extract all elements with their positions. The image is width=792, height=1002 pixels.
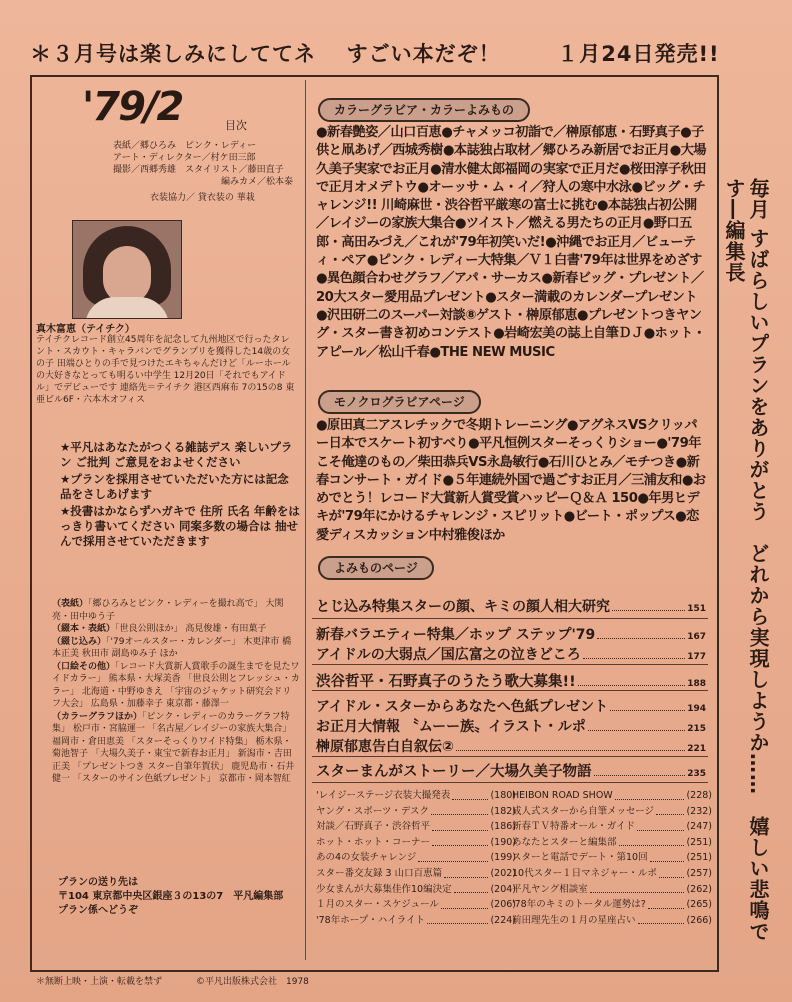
leader-dots bbox=[456, 750, 685, 751]
toc-row bbox=[316, 716, 706, 736]
credit-block bbox=[52, 661, 300, 711]
leader-dots bbox=[594, 775, 686, 776]
list-item: スター番交友録 3 山口百恵篇 (202) bbox=[316, 867, 516, 879]
destination-title: プランの送り先は bbox=[58, 877, 138, 888]
credit-text: 「'79オールスター・カレンダー」 木更津市 橋本正美 秋田市 副島ゆみ子 ほか bbox=[52, 636, 292, 659]
section-color-gravure: カラーグラビア・カラーよみもの bbox=[318, 98, 530, 122]
idol-photo bbox=[72, 220, 182, 319]
toc-title: 榊原郁恵告白自叙伝② bbox=[316, 739, 454, 755]
credit-head: （綴本・表紙） bbox=[52, 624, 116, 634]
note-item: ★投書はかならずハガキで 住所 氏名 年齢をはっきり書いてください 同案多数の場合は 抽せんで採用させていただきます bbox=[60, 504, 300, 548]
banner-text-1: ＊３月号は楽しみにしててネ bbox=[30, 42, 316, 66]
list-item: 10代スター１日マネジャー・ルポ (257) bbox=[512, 867, 712, 879]
toc-title: 新春バラエティー特集／ホップ ステップ'79 bbox=[316, 627, 596, 643]
plan-credits bbox=[52, 598, 300, 786]
credit-head: （口絵その他） bbox=[52, 661, 116, 672]
column-divider bbox=[305, 80, 306, 960]
toc-row bbox=[316, 736, 706, 756]
list-item: あなたとスターと編集部 (251) bbox=[512, 836, 712, 848]
list-item: 'レイジーステージ衣装大撮発表 (180) bbox=[316, 790, 516, 801]
reader-notes bbox=[60, 440, 300, 551]
editor-note-top: 毎月 bbox=[746, 178, 770, 220]
toc-row bbox=[316, 624, 706, 644]
leader-dots bbox=[612, 610, 685, 611]
list-item: あの4の女装チャレンジ (199) bbox=[316, 852, 516, 864]
list-item: 成人式スターから自筆メッセージ (232) bbox=[512, 805, 712, 817]
credit-text: 「レコード大賞新人賞歌手の誕生までを見たワイドカラー」 熊本県・大塚美香 「世良公則とフレッシュ・カラー」 北海道・中野ゆきえ 「宇宙のジャケット研究会ドリフ大会」 広島県・加藤幸子 東京都・藤澤一 bbox=[52, 661, 300, 709]
list-item: 平凡ヤング相談室 (262) bbox=[512, 883, 712, 895]
toc-small-list-left bbox=[316, 788, 516, 928]
list-item: '78年ホープ・ハイライト (224) bbox=[316, 914, 516, 926]
list-item: １月のスター・スケジュール (206) bbox=[316, 899, 516, 911]
toc-title: スターまんがストーリー／大場久美子物語 bbox=[316, 764, 592, 780]
credit-head: （カラーグラフほか） bbox=[52, 711, 143, 722]
banner-text-3: １月24日発売!! bbox=[557, 42, 720, 66]
contents-label: 目次 bbox=[225, 119, 247, 132]
photo-face bbox=[103, 246, 151, 304]
publisher-copyright: ©平凡出版株式会社 1978 bbox=[196, 977, 309, 987]
plan-destination bbox=[58, 876, 298, 918]
toc-divider bbox=[312, 782, 708, 783]
idol-bio: テイチクレコード創立45周年を記念して九州地区で行ったタレント・スカウト・キャラバンでグランプリを獲得した14歳の女の子 田端ひとりの手で見つけたエキちゃんだけど「ルーホールの大好きなとっても明るい中学生 12月20日「それでもアイドル」でデビューです 連絡先＝テイチク 港区西麻布 7の15の8 東亜ビル6F・六本木オフィス bbox=[36, 335, 295, 405]
credit-line: 編みカメ／松本泰 bbox=[113, 177, 294, 187]
credit-block bbox=[52, 636, 300, 661]
credit-line: 表紙／郷ひろみ ピンク・レディー bbox=[113, 141, 257, 151]
section-reading: よみものページ bbox=[318, 556, 434, 580]
toc-title: とじ込み特集スターの顔、キミの顔人相大研究 bbox=[316, 599, 610, 615]
toc-page: 194 bbox=[687, 704, 706, 714]
copyright-notice: ＊無断上映・上演・転載を禁ず bbox=[36, 977, 163, 987]
next-issue-banner bbox=[30, 38, 770, 68]
toc-page: 221 bbox=[687, 744, 706, 754]
toc-title: アイドルの大弱点／国広富之の泣きどころ bbox=[316, 647, 581, 663]
note-item: ★プランを採用させていただいた方には記念品をさしあげます bbox=[60, 472, 289, 501]
toc-page: 235 bbox=[687, 769, 706, 779]
credit-line: 撮影／西郷秀雄 スタイリスト／藤田直子 bbox=[113, 165, 284, 175]
toc-page: 177 bbox=[687, 652, 706, 662]
leader-dots bbox=[588, 730, 685, 731]
cover-credits bbox=[113, 140, 303, 188]
toc-page: 167 bbox=[687, 632, 706, 642]
toc-page: 188 bbox=[687, 679, 706, 689]
credit-line: アート・ディレクター／村ケ田三郎 bbox=[113, 153, 256, 163]
leader-dots bbox=[610, 710, 685, 711]
destination-address: 〒104 東京都中央区銀座３の13の7 平凡編集部 プラン係へどうぞ bbox=[58, 891, 294, 916]
credit-text: 「世良公則ほか」 高見俊雄・有田菓子 bbox=[115, 624, 267, 634]
toc-title: お正月大情報 〝ムーー族〟イラスト・ルポ bbox=[316, 719, 586, 735]
list-item: ホット・ホット・コーナー (190) bbox=[316, 836, 516, 848]
toc-row bbox=[316, 696, 706, 716]
toc-page: 151 bbox=[687, 604, 706, 614]
idol-name: 真木富恵（テイチク） bbox=[36, 324, 135, 335]
editor-note-text: すばらしいプランをありがとう どれから実現しようか…… 嬉しい悲鳴です―編集長 bbox=[722, 178, 770, 942]
credit-block bbox=[52, 598, 300, 623]
toc-small-list-right bbox=[512, 788, 712, 928]
list-item: '78年のキミのトータル運勢は? (265) bbox=[512, 899, 712, 911]
leader-dots bbox=[578, 685, 685, 686]
list-item: 新春ＴＶ特番オール・ガイド (247) bbox=[512, 821, 712, 833]
list-item: 少女まんが大募集佳作10編決定 (204) bbox=[316, 883, 516, 895]
list-item: HEIBON ROAD SHOW (228) bbox=[512, 790, 712, 801]
credit-head: （表紙） bbox=[52, 599, 89, 609]
list-item: 前田理先生の１月の星座占い (266) bbox=[512, 914, 712, 926]
list-item: ヤング・スポーツ・デスク (182) bbox=[316, 805, 516, 817]
list-item: 対談／石野真子・渋谷哲平 (186) bbox=[316, 821, 516, 833]
section-mono-gravure: モノクログラビアページ bbox=[318, 390, 481, 414]
credit-block bbox=[52, 711, 300, 786]
toc-divider bbox=[312, 690, 708, 691]
toc-row bbox=[316, 596, 706, 616]
toc-divider bbox=[312, 756, 708, 757]
toc-divider bbox=[312, 618, 708, 619]
editor-note bbox=[718, 178, 770, 958]
mono-contents: ●原田真二アスレチックで冬期トレーニング●アグネスVSクリッパー日本でスケート初すべり●平凡恒例スターそっくりショー●'79年こそ俺達のもの／柴田恭兵VS永島敏行●石川ひとみ／モチつき●新春コンサート・ガイド●５年連続外国で過ごすお正月／三浦友和●おめでとう！レコード大賞新人賞受賞ハッピーＱ＆Ａ 150●年男ヒデキが'79年にかけるチャレンジ・スピリット●ビート・ポップス●恋愛ディスカッション中村雅俊ほか bbox=[316, 418, 706, 543]
issue-logo: '79/2 bbox=[82, 84, 183, 130]
toc-title: アイドル・スターからあなたへ色紙プレゼント bbox=[316, 699, 609, 715]
credit-head: （綴じ込み） bbox=[52, 636, 107, 647]
credit-block bbox=[52, 623, 300, 636]
toc-row bbox=[316, 670, 706, 691]
costume-credit: 衣装協力／ 貸衣装の 華栽 bbox=[150, 193, 255, 203]
credit-text: 「郷ひろみとピンク・レディーを撮れ高で」 大関亮・田中ゆう子 bbox=[52, 599, 284, 622]
toc-title: 渋谷哲平・石野真子のうたう歌大募集!! bbox=[316, 674, 576, 690]
leader-dots bbox=[597, 638, 685, 639]
leader-dots bbox=[583, 658, 685, 659]
color-contents: ●新春艶姿／山口百恵●チャメッコ初詣で／榊原郁恵・石野真子●子供と凧あげ／西城秀樹●本誌独占取材／郷ひろみ新居でお正月●大場久美子実家でお正月●清水健太郎福岡の実家で正月だ●桜田淳子秋田で正月オメデトウ●オーッサ・ム・イ／狩人の寒中水泳●ビッグ・チャレンジ!! 川崎麻世・渋谷哲平厳寒の富士に挑む●本誌独占初公開／レイジーの家族大集合●ツイスト／燃える男たちの正月●野口五郎・高田みづえ／これが'79年初笑いだ!●沖縄でお正月／ビューティ・ペア●ピンク・レディー大特集／Ｖ１白書'79年は世界をめざす●異色顔合わせグラフ／アパ・サーカス●新春ビッグ・プレゼント／20大スター愛用品プレゼント●スター満載のカレンダープレゼント●沢田研二のスーパー対談⑧ゲスト・榊原郁恵●プレゼントつきヤング・スター書き初めコンテスト●岩崎宏美の誌上自筆ＤＪ●ホット・アピール／松山千春●THE NEW MUSIC bbox=[316, 125, 706, 360]
credit-text: 「ピンク・レディーのカラーグラフ特集」 松戸市・宮脇運一 「名古屋／レイジーの家族大集合」 福岡市・倉田恵美 「スターそっくりワイド特集」 栃木県・菊池智子 「大場久美子・東宝で新春お正月」 新潟市・吉田正美 「プレゼントつき スター自筆年賀状」 鹿児島市・石井健一 「スターのサイン色紙プレゼント」 京都市・岡本智紅 bbox=[52, 711, 295, 784]
toc-row bbox=[316, 644, 706, 664]
toc-row bbox=[316, 760, 706, 781]
banner-text-2: すごい本だぞ！ bbox=[346, 42, 501, 66]
note-item: ★平凡はあなたがつくる雑誌デス 楽しいプラン ご批判 ご意見をおよせください bbox=[60, 440, 293, 469]
list-item: スターと電話でデート・第10回 (251) bbox=[512, 852, 712, 864]
toc-page: 215 bbox=[687, 724, 706, 734]
toc-divider bbox=[312, 664, 708, 665]
